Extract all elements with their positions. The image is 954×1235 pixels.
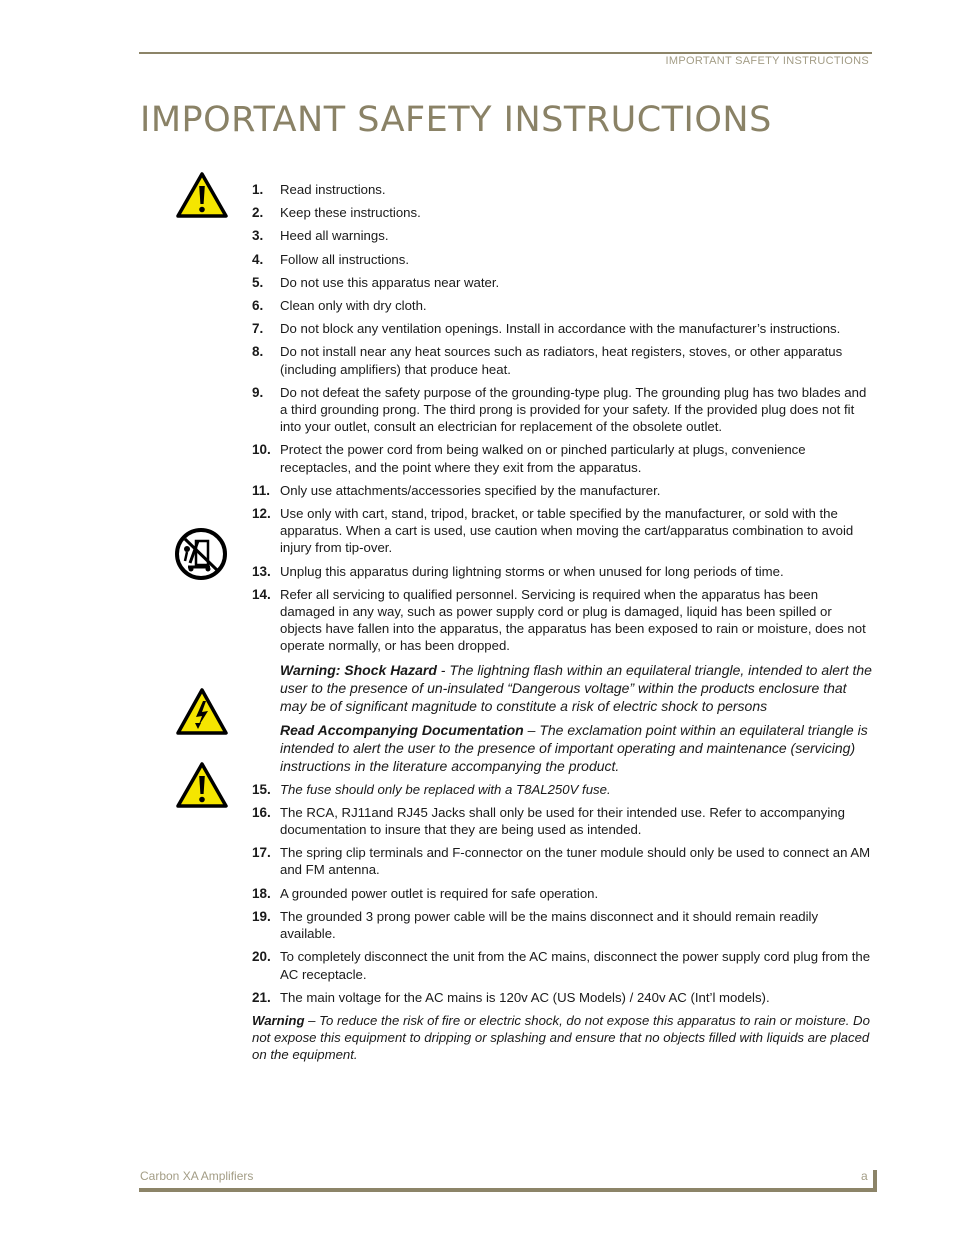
item-text: Read instructions. (280, 182, 386, 197)
item-text: Follow all instructions. (280, 251, 409, 267)
list-item (252, 274, 872, 291)
item-text: Clean only with dry cloth. (280, 298, 427, 314)
item-text: Keep these instructions. (280, 205, 421, 221)
list-item (252, 204, 872, 221)
list-item (252, 320, 872, 337)
list-item (252, 586, 872, 655)
item-number: 2. (252, 205, 264, 221)
list-item (252, 781, 872, 798)
page-title: IMPORTANT SAFETY INSTRUCTIONS (140, 100, 772, 140)
item-number: 18. (252, 885, 271, 901)
item-text: Heed all warnings. (280, 228, 389, 244)
item-text: The RCA, RJ11and RJ45 Jacks shall only be used for their intended use. Refer to accompanying documentation to insure that they are being used as intended. (280, 804, 845, 838)
final-warning-text: – To reduce the risk of fire or electric shock, do not expose this apparatus to rain or moisture. Do not expose this equipment to dripping or splashing and ensure that no objects filled with liquids are placed on the equipment. (252, 1012, 870, 1063)
item-text: The spring clip terminals and F-connector on the tuner module should only be used to connect an AM and FM antenna. (280, 845, 871, 878)
item-number: 6. (252, 298, 264, 314)
running-header: IMPORTANT SAFETY INSTRUCTIONS (665, 55, 869, 67)
list-item (252, 908, 872, 942)
shock-hazard-text: - The lightning flash within an equilateral triangle, intended to alert the user to the presence of un-insulated “Dangerous voltage” within the products enclosure that may be of significant magnitude to constitute a risk of electric shock to persons (280, 661, 872, 714)
list-item (252, 441, 872, 475)
list-item (252, 948, 872, 982)
read-documentation-note (252, 721, 872, 775)
read-documentation-lead: Read Accompanying Documentation (280, 721, 524, 738)
list-item (252, 482, 872, 499)
item-number: 12. (252, 506, 271, 522)
item-text: Do not defeat the safety purpose of the grounding-type plug. The grounding plug has two blades and a third grounding prong. The third prong is provided for your safety. If the provided plug does not fit into your outlet, consult an electrician for replacement of the obsolete outlet. (280, 384, 867, 435)
item-text: Use only with cart, stand, tripod, bracket, or table specified by the manufacturer, or sold with the apparatus. When a cart is used, use caution when moving the cart/apparatus combination to avoid injury from tip-over. (280, 506, 854, 556)
item-number: 11. (252, 482, 271, 498)
item-text: Do not use this apparatus near water. (280, 274, 500, 290)
shock-hazard-warning (252, 661, 872, 715)
header-rule (139, 52, 872, 54)
item-number: 7. (252, 321, 264, 337)
item-number: 20. (252, 949, 271, 965)
item-number: 9. (252, 384, 264, 400)
warning-exclamation-icon (175, 171, 229, 219)
list-item (252, 563, 872, 580)
footer-rule (139, 1188, 877, 1192)
item-text: The main voltage for the AC mains is 120v AC (US Models) / 240v AC (Int’l models). (280, 989, 770, 1005)
exclamation-triangle-icon (175, 761, 229, 809)
item-text: Unplug this apparatus during lightning storms or when unused for long periods of time. (280, 563, 784, 579)
item-number: 1. (252, 182, 264, 197)
item-text: The fuse should only be replaced with a T8AL250V fuse. (280, 781, 611, 797)
list-item (252, 297, 872, 314)
item-number: 16. (252, 804, 271, 820)
list-item (252, 227, 872, 244)
item-number: 4. (252, 251, 264, 267)
final-warning (252, 1012, 872, 1064)
list-item (252, 251, 872, 268)
footer-product-name: Carbon XA Amplifiers (140, 1169, 254, 1183)
item-number: 5. (252, 274, 264, 290)
item-number: 10. (252, 442, 271, 458)
list-item (252, 343, 872, 377)
final-warning-lead: Warning (252, 1012, 305, 1028)
item-text: Refer all servicing to qualified personnel. Servicing is required when the apparatus has been damaged in any way, such as power supply cord or plug is damaged, liquid has been spilled or objects have fallen into the apparatus, the apparatus has been exposed to rain or moisture, does not operate normally, or has been dropped. (280, 586, 866, 654)
item-text: To completely disconnect the unit from the AC mains, disconnect the power supply cord plug from the AC receptacle. (280, 949, 871, 982)
item-text: Do not block any ventilation openings. Install in accordance with the manufacturer’s instructions. (280, 321, 841, 337)
list-item (252, 844, 872, 878)
item-text: The grounded 3 prong power cable will be the mains disconnect and it should remain readily available. (280, 908, 819, 942)
list-item (252, 885, 872, 902)
item-number: 21. (252, 989, 271, 1005)
shock-hazard-lead: Warning: Shock Hazard (280, 661, 437, 678)
page-number: a (861, 1169, 868, 1183)
item-number: 3. (252, 228, 264, 244)
list-item (252, 384, 872, 436)
item-text: Only use attachments/accessories specified by the manufacturer. (280, 482, 661, 498)
item-number: 17. (252, 845, 271, 861)
lightning-triangle-icon (175, 687, 229, 737)
item-text: Protect the power cord from being walked on or pinched particularly at plugs, convenience receptacles, and the point where they exit from the apparatus. (280, 442, 806, 475)
item-text: A grounded power outlet is required for safe operation. (280, 885, 599, 901)
list-item (252, 989, 872, 1006)
list-item (252, 804, 872, 838)
read-documentation-text: – The exclamation point within an equilateral triangle is intended to alert the user to the presence of important operating and maintenance (servicing) instructions in the literature accompanying the product. (280, 721, 868, 774)
footer-tick (873, 1170, 877, 1190)
list-item (252, 181, 872, 198)
item-number: 8. (252, 344, 264, 360)
item-text: Do not install near any heat sources such as radiators, heat registers, stoves, or other apparatus (including amplifiers) that produce heat. (280, 344, 843, 377)
item-number: 14. (252, 586, 271, 602)
instructions-content (252, 181, 872, 1064)
cart-tipover-icon (174, 527, 228, 581)
item-number: 15. (252, 781, 271, 797)
list-item (252, 505, 872, 557)
item-number: 13. (252, 563, 271, 579)
item-number: 19. (252, 908, 271, 924)
